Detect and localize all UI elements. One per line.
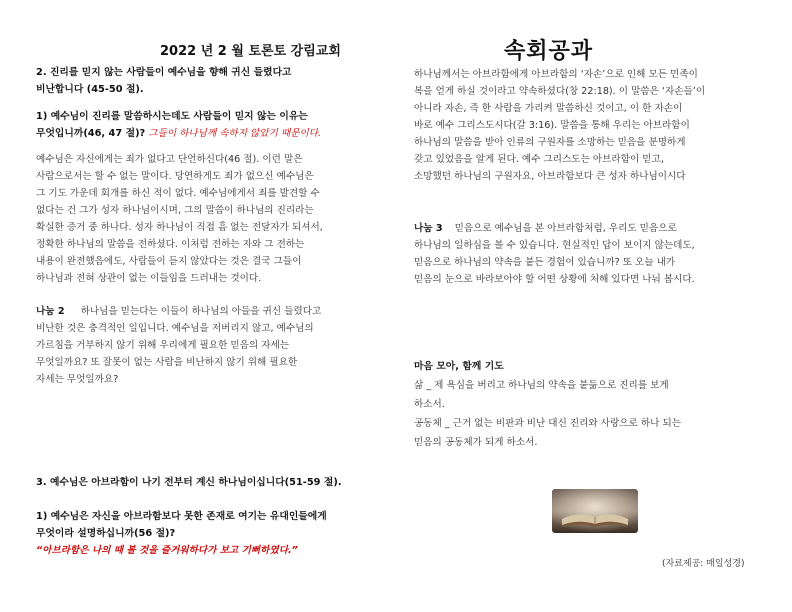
question-1-heading-line2: 무엇입니까(46, 47 절)? bbox=[36, 128, 146, 139]
body-line: 예수님은 자신에게는 죄가 없다고 단언하신다(46 절). 이런 말은 bbox=[36, 154, 303, 165]
body-line: 하나님께서는 아브라함에게 아브라함의 ‘자손’으로 인해 모든 민족이 bbox=[414, 69, 698, 80]
body-line: 바로 예수 그리스도시다(갈 3:16). 말씀을 통해 우리는 아브라함이 bbox=[414, 120, 690, 131]
body-line: 하나님의 일하심을 볼 수 있습니다. 현실적인 답이 보이지 않는데도, bbox=[414, 240, 695, 251]
source-credit: (자료제공: 매일성경) bbox=[662, 559, 745, 569]
question-1-answer: 그들이 하나님께 속하지 않았기 때문이다. bbox=[148, 128, 322, 139]
body-line: 하소서. bbox=[414, 399, 445, 410]
share-2-label: 나눔 2 bbox=[36, 306, 65, 317]
question-3-heading-line: 무엇이라 설명하십니까(56 절)? bbox=[36, 528, 176, 539]
church-header: 2022 년 2 월 토론토 강림교회 bbox=[160, 44, 341, 59]
question-3-heading-line: 1) 예수님은 자신을 아브라함보다 못한 존재로 여기는 유대인들에게 bbox=[36, 511, 327, 522]
section-2-heading-line: 비난합니다 (45-50 절). bbox=[36, 84, 144, 95]
body-line: 믿음으로 하나님의 약속을 붙든 경험이 있습니까? 또 오늘 내가 bbox=[414, 257, 676, 268]
question-3-quote: “아브라함은 나의 때 볼 것을 즐거워하다가 보고 기뻐하였다.” bbox=[36, 545, 298, 556]
body-line: 내용이 완전했음에도, 사람들이 듣지 않았다는 것은 결국 그들이 bbox=[36, 256, 302, 267]
section-3-heading: 3. 예수님은 아브라함이 나기 전부터 계신 하나님이십니다(51-59 절). bbox=[36, 477, 342, 488]
body-line: 확실한 증거 중 하나다. 성자 하나님이 직접 흠 없는 전달자가 되셔서, bbox=[36, 222, 323, 233]
body-line: 삶 _ 제 욕심을 버리고 하나님의 약속을 붙듦으로 진리를 보게 bbox=[414, 380, 669, 391]
body-line: 하나님과 전혀 상관이 없는 이들임을 드러내는 것이다. bbox=[36, 273, 262, 284]
prayer-body bbox=[414, 376, 774, 452]
body-line: 소망했던 하나님의 구원자요, 아브라함보다 큰 성자 하나님이시다 bbox=[414, 171, 686, 182]
share-3-label: 나눔 3 bbox=[414, 223, 443, 234]
question-3-heading bbox=[36, 508, 396, 542]
body-line: 믿음으로 예수님을 본 아브라함처럼, 우리도 믿음으로 bbox=[454, 223, 677, 234]
section-2-heading-line: 2. 진리를 믿지 않는 사람들이 예수님을 향해 귀신 들렸다고 bbox=[36, 67, 292, 78]
body-line: 그 기도 가운데 회개를 하신 적이 없다. 예수님에게서 죄를 발견할 수 bbox=[36, 188, 320, 199]
share-2 bbox=[36, 303, 396, 388]
body-line: 정확한 하나님의 말씀을 전하셨다. 이처럼 전하는 자와 그 전하는 bbox=[36, 239, 305, 250]
open-bible-photo-icon bbox=[552, 489, 638, 533]
body-line: 비난한 것은 충격적인 일입니다. 예수님을 저버리지 않고, 예수님의 bbox=[36, 323, 314, 334]
body-line: 가르침을 거부하지 않기 위해 우리에게 필요한 믿음의 자세는 bbox=[36, 340, 290, 351]
body-line: 공동체 _ 근거 없는 비판과 비난 대신 진리와 사랑으로 하나 되는 bbox=[414, 418, 681, 429]
body-line: 하나님을 믿는다는 이들이 하나님의 아들을 귀신 들렸다고 bbox=[80, 306, 322, 317]
body-line: 사람으로서는 할 수 없는 말이다. 당연하게도 죄가 없으신 예수님은 bbox=[36, 171, 314, 182]
body-line: 복을 얻게 하실 것이라고 약속하셨다(창 22:18). 이 말씀은 ‘자손들’이 bbox=[414, 86, 706, 97]
lesson-title: 속회공과 bbox=[504, 39, 594, 64]
body-line: 믿음의 공동체가 되게 하소서. bbox=[414, 437, 538, 448]
share-3 bbox=[414, 220, 774, 288]
right-body bbox=[414, 66, 774, 185]
prayer-heading: 마음 모아, 함께 기도 bbox=[414, 361, 504, 372]
body-line: 하나님의 말씀을 받아 인류의 구원자를 소망하는 믿음을 분명하게 bbox=[414, 137, 686, 148]
section-2-heading bbox=[36, 64, 386, 98]
question-1 bbox=[36, 108, 396, 142]
question-1-heading: 1) 예수님이 진리를 말씀하시는데도 사람들이 믿지 않는 이유는 bbox=[36, 111, 308, 122]
question-1-body bbox=[36, 151, 396, 287]
body-line: 없다는 건 그가 성자 하나님이시며, 그의 말씀이 하나님의 진리라는 bbox=[36, 205, 314, 216]
body-line: 갖고 있었음을 알게 된다. 예수 그리스도는 아브라함이 믿고, bbox=[414, 154, 664, 165]
body-line: 자세는 무엇일까요? bbox=[36, 374, 119, 385]
body-line: 아니라 자손, 즉 한 사람을 가리켜 말씀하신 것이고, 이 한 자손이 bbox=[414, 103, 683, 114]
body-line: 무엇일까요? 또 잘못이 없는 사람을 비난하지 않기 위해 필요한 bbox=[36, 357, 298, 368]
body-line: 믿음의 눈으로 바라보아야 할 어떤 상황에 처해 있다면 나눠 봅시다. bbox=[414, 274, 695, 285]
